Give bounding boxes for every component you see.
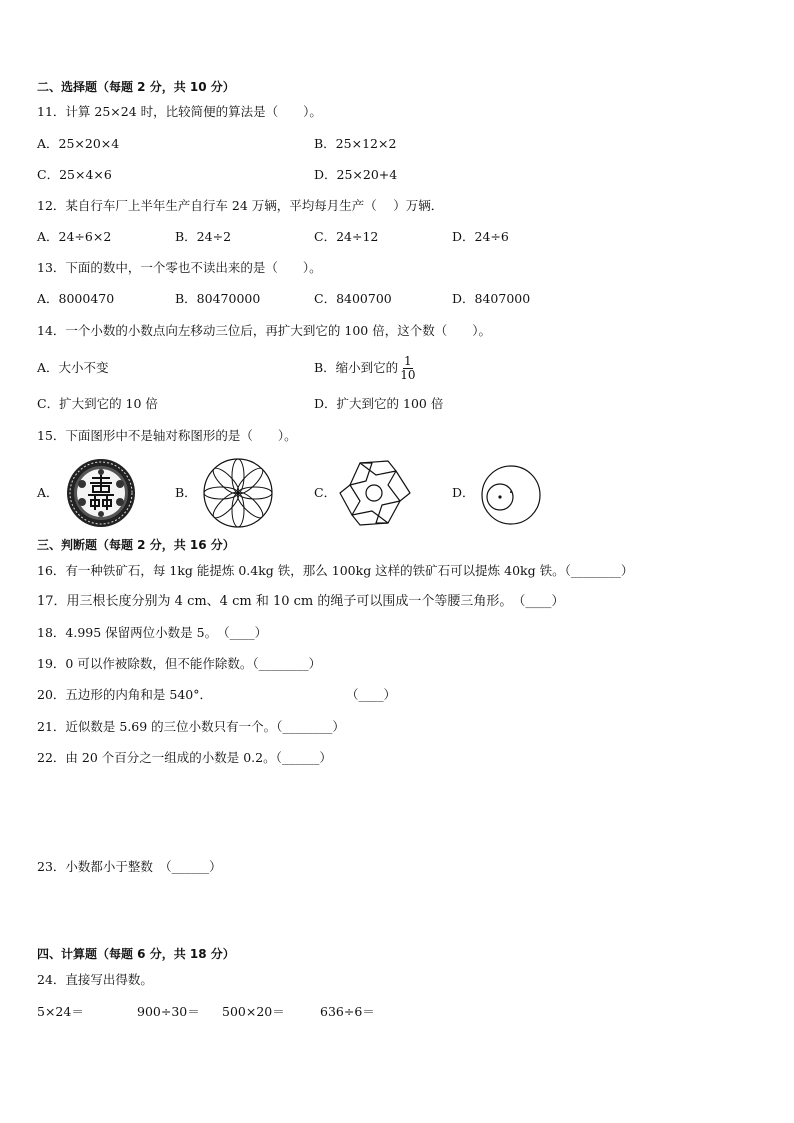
question-13: 13．下面的数中，一个零也不读出来的是（ ）。 [37,260,322,275]
fraction-numerator: 1 [404,354,412,368]
q12-option-a: A．24÷6×2 [37,229,112,244]
fraction-denominator: 10 [400,368,416,382]
q15-option-d-label: D． [452,485,475,500]
double-happiness-seal-figure [66,458,136,528]
q14-option-d: D．扩大到它的 100 倍 [314,396,444,411]
section-title-calculation: 四、计算题（每题 6 分，共 18 分） [37,947,235,961]
q14-option-b [314,350,415,386]
pinwheel-figure [338,457,412,529]
question-17: 17．用三根长度分别为 4 cm、4 cm 和 10 cm 的绳子可以围成一个等腰三角形。 （____） [37,594,565,609]
q15-option-c-label: C． [314,485,337,500]
question-16: 16．有一种铁矿石，每 1kg 能提炼 0.4kg 铁，那么 100kg 这样的铁矿石可以提炼 40kg 铁。（________） [37,563,634,578]
calc-item-4: 636÷6＝ [320,1004,375,1019]
q12-option-d: D．24÷6 [452,229,509,244]
q15-option-a-label: A． [37,485,59,500]
q11-option-c: C．25×4×6 [37,167,112,182]
question-21: 21．近似数是 5.69 的三位小数只有一个。（________） [37,719,345,734]
question-18: 18．4.995 保留两位小数是 5。 （____） [37,625,268,640]
section-title-choice: 二、选择题（每题 2 分，共 10 分） [37,80,235,94]
question-20-blank: （____） [346,687,397,702]
q11-option-d: D．25×20+4 [314,167,398,182]
fraction [400,355,415,382]
q12-option-b: B．24÷2 [175,229,232,244]
question-12: 12．某自行车厂上半年生产自行车 24 万辆，平均每月生产（ ）万辆． [37,198,444,213]
question-22: 22．由 20 个百分之一组成的小数是 0.2。（______） [37,750,332,765]
question-20: 20．五边形的内角和是 540°． [37,687,212,702]
q13-option-d: D．8407000 [452,291,531,306]
q12-option-c: C．24÷12 [314,229,379,244]
calc-item-1: 5×24＝ [37,1004,84,1019]
question-19: 19．0 可以作被除数，但不能作除数。（________） [37,656,322,671]
question-11: 11．计算 25×24 时，比较简便的算法是（ ）。 [37,104,322,119]
q14-option-a: A．大小不变 [37,360,109,375]
calc-item-3: 500×20＝ [222,1004,285,1019]
q15-option-b-label: B． [175,485,197,500]
calc-item-2: 900÷30＝ [137,1004,200,1019]
circles-figure [480,464,542,526]
q14-option-b-label: B．缩小到它的 [314,360,399,375]
question-23: 23．小数都小于整数 （______） [37,859,222,874]
q14-option-c: C．扩大到它的 10 倍 [37,396,158,411]
flower-rosette-figure [202,457,274,529]
question-14: 14．一个小数的小数点向左移动三位后，再扩大到它的 100 倍，这个数（ ）。 [37,323,491,338]
question-15: 15．下面图形中不是轴对称图形的是（ ）。 [37,428,297,443]
q13-option-a: A．8000470 [37,291,115,306]
q11-option-a: A．25×20×4 [37,136,120,151]
q13-option-b: B．80470000 [175,291,261,306]
q13-option-c: C．8400700 [314,291,392,306]
question-24: 24．直接写出得数。 [37,972,153,987]
q11-option-b: B．25×12×2 [314,136,397,151]
section-title-judgment: 三、判断题（每题 2 分，共 16 分） [37,538,235,552]
